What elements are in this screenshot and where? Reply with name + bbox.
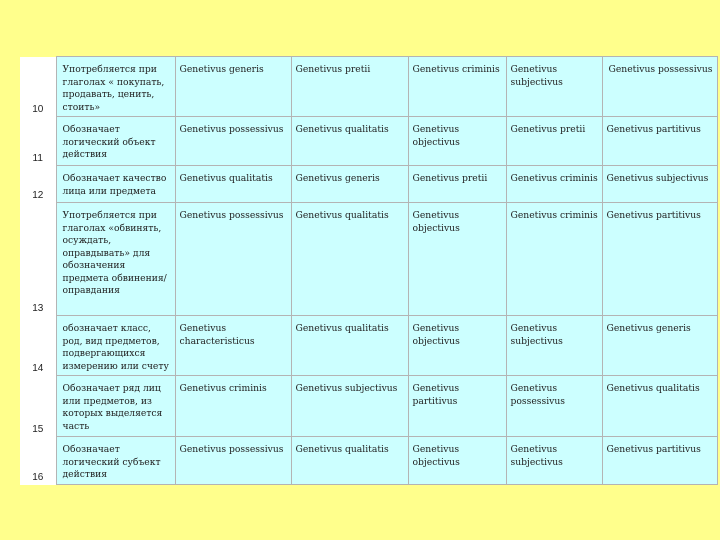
option-cell[interactable]: Genetivus possessivus (175, 117, 291, 166)
option-cell[interactable]: Genetivus generis (291, 166, 408, 203)
table-row (20, 117, 717, 166)
row-number: 10 (20, 57, 56, 117)
option-cell[interactable]: Genetivus qualitatis (291, 316, 408, 376)
option-cell[interactable]: Genetivus qualitatis (175, 166, 291, 203)
option-cell[interactable]: Genetivus generis (175, 57, 291, 117)
option-cell[interactable]: Genetivus objectivus (408, 437, 506, 485)
option-cell[interactable]: Genetivus subjectivus (291, 376, 408, 437)
row-number: 11 (20, 117, 56, 166)
row-number: 14 (20, 316, 56, 376)
row-number: 12 (20, 166, 56, 203)
option-cell[interactable]: Genetivus qualitatis (291, 203, 408, 316)
option-cell[interactable]: Genetivus criminis (506, 203, 602, 316)
option-cell[interactable]: Genetivus objectivus (408, 203, 506, 316)
option-cell[interactable]: Genetivus subjectivus (506, 316, 602, 376)
table-row (20, 437, 717, 485)
option-cell[interactable]: Genetivus objectivus (408, 316, 506, 376)
description-cell: Обозначает качество лица или предмета (56, 166, 175, 203)
table-row (20, 203, 717, 316)
option-cell[interactable]: Genetivus qualitatis (602, 376, 717, 437)
table-row (20, 57, 717, 117)
option-cell[interactable]: Genetivus possessivus (175, 437, 291, 485)
description-cell: Обозначает логический объект действия (56, 117, 175, 166)
option-cell[interactable]: Genetivus possessivus (602, 57, 717, 117)
description-cell: Употребляется при глаголах «обвинять, осуждать, оправдывать» для обозначения предмета обвинения/оправдания (56, 203, 175, 316)
exercise-sheet (20, 56, 717, 484)
option-cell[interactable]: Genetivus qualitatis (291, 117, 408, 166)
description-cell: Употребляется при глаголах « покупать, продавать, ценить, стоить» (56, 57, 175, 117)
description-cell: Обозначает ряд лиц или предметов, из которых выделяется часть (56, 376, 175, 437)
option-cell[interactable]: Genetivus possessivus (175, 203, 291, 316)
option-cell[interactable]: Genetivus objectivus (408, 117, 506, 166)
option-cell[interactable]: Genetivus criminis (506, 166, 602, 203)
option-cell[interactable]: Genetivus partitivus (602, 203, 717, 316)
row-number: 16 (20, 437, 56, 485)
description-cell: обозначает класс, род, вид предметов, подвергающихся измерению или счету (56, 316, 175, 376)
table-row (20, 376, 717, 437)
option-cell[interactable]: Genetivus pretii (506, 117, 602, 166)
genitive-table (20, 56, 718, 485)
option-cell[interactable]: Genetivus subjectivus (506, 57, 602, 117)
row-number: 13 (20, 203, 56, 316)
table-row (20, 316, 717, 376)
option-cell[interactable]: Genetivus pretii (408, 166, 506, 203)
option-cell[interactable]: Genetivus subjectivus (506, 437, 602, 485)
option-cell[interactable]: Genetivus qualitatis (291, 437, 408, 485)
option-cell[interactable]: Genetivus subjectivus (602, 166, 717, 203)
option-cell[interactable]: Genetivus pretii (291, 57, 408, 117)
option-cell[interactable]: Genetivus criminis (408, 57, 506, 117)
option-cell[interactable]: Genetivus partitivus (408, 376, 506, 437)
option-cell[interactable]: Genetivus criminis (175, 376, 291, 437)
description-cell: Обозначает логический субъект действия (56, 437, 175, 485)
table-row (20, 166, 717, 203)
option-cell[interactable]: Genetivus possessivus (506, 376, 602, 437)
option-cell[interactable]: Genetivus partitivus (602, 437, 717, 485)
option-cell[interactable]: Genetivus partitivus (602, 117, 717, 166)
option-cell[interactable]: Genetivus generis (602, 316, 717, 376)
row-number: 15 (20, 376, 56, 437)
option-cell[interactable]: Genetivus characteristicus (175, 316, 291, 376)
